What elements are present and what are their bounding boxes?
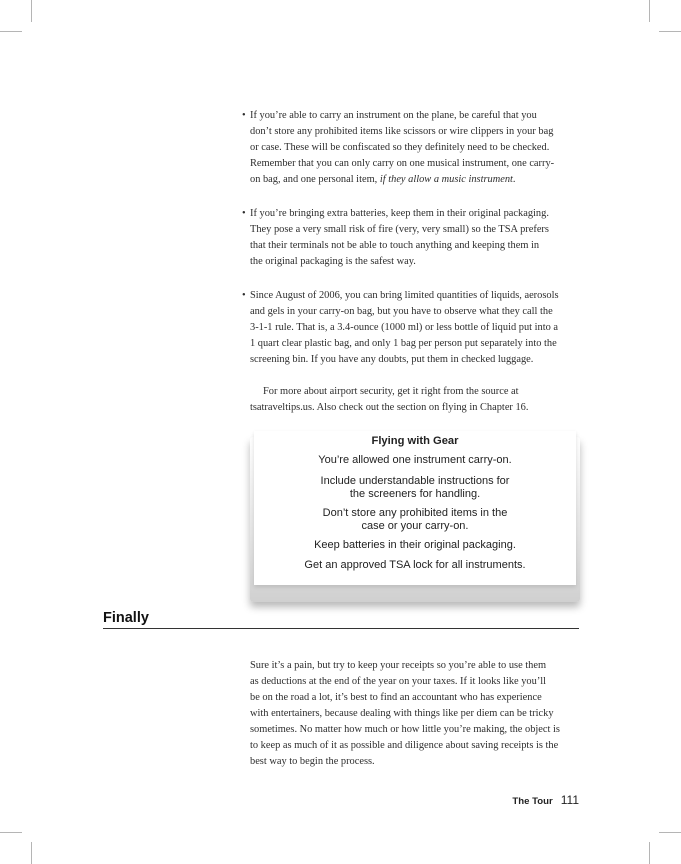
bullet-line <box>250 172 580 188</box>
sidebar-item <box>254 539 576 552</box>
sidebar-item-line: case or your carry-on. <box>361 520 469 532</box>
bullet-item-liquids <box>242 288 580 368</box>
sidebar-item-line: Get an approved TSA lock for all instruments. <box>304 559 526 571</box>
bullet-line: the original packaging is the safest way. <box>250 256 416 267</box>
bullet-line: If you’re bringing extra batteries, keep them in their original packaging. <box>250 208 549 219</box>
paragraph-line: with entertainers, because dealing with things like per diem can be tricky <box>250 708 554 719</box>
paragraph-line: best way to begin the process. <box>250 756 375 767</box>
running-title: The Tour <box>512 796 553 807</box>
crop-mark <box>659 832 681 833</box>
sidebar-item <box>254 475 576 501</box>
sidebar-title: Flying with Gear <box>371 435 459 447</box>
bullet-line: Remember that you can only carry on one musical instrument, one carry- <box>250 158 555 169</box>
crop-mark <box>649 842 650 864</box>
bullet-line-text: on bag, and one personal item, <box>250 174 380 185</box>
bullet-line: screening bin. If you have any doubts, put them in checked luggage. <box>250 354 534 365</box>
paragraph-line: to keep as much of it as possible and diligence about saving receipts is the <box>250 740 559 751</box>
sidebar-item-line: Include understandable instructions for <box>320 475 510 487</box>
bullet-line: Since August of 2006, you can bring limited quantities of liquids, aerosols <box>250 290 559 301</box>
bullet-line: 1 quart clear plastic bag, and only 1 bag per person put separately into the <box>250 338 557 349</box>
bullet-line: don’t store any prohibited items like scissors or wire clippers in your bag <box>250 126 554 137</box>
sidebar-item-line: You’re allowed one instrument carry-on. <box>318 454 512 466</box>
sidebar-item-line: the screeners for handling. <box>349 488 481 500</box>
crop-mark <box>0 832 22 833</box>
bullet-marker: • <box>242 208 246 219</box>
sidebar-box <box>254 431 576 585</box>
crop-mark <box>0 31 22 32</box>
bullet-line: They pose a very small risk of fire (very, very small) so the TSA prefers <box>250 224 549 235</box>
bullet-line: or case. These will be confiscated so they definitely need to be checked. <box>250 142 550 153</box>
crop-mark <box>31 0 32 22</box>
section-heading: Finally <box>103 610 149 626</box>
paragraph-line: as deductions at the end of the year on your taxes. If it looks like you’ll <box>250 676 547 687</box>
crop-mark <box>649 0 650 22</box>
bullet-item-instrument <box>242 108 580 188</box>
crop-mark <box>31 842 32 864</box>
bullet-line-italic: if they allow a music instrument <box>379 174 513 185</box>
bullet-line: If you’re able to carry an instrument on the plane, be careful that you <box>250 110 537 121</box>
sidebar-item-line: Keep batteries in their original packaging. <box>314 539 516 551</box>
crop-mark <box>659 31 681 32</box>
page-footer <box>512 791 579 809</box>
paragraph-line: sometimes. No matter how much or how little you’re making, the object is <box>250 724 560 735</box>
bullet-marker: • <box>242 290 246 301</box>
sidebar-item-line: Don’t store any prohibited items in the <box>322 507 508 519</box>
page-number: 111 <box>560 793 579 807</box>
bullet-marker: • <box>242 110 246 121</box>
section-rule <box>103 628 579 629</box>
bullet-item-batteries <box>242 206 580 270</box>
paragraph-line: tsatraveltips.us. Also check out the section on flying in Chapter 16. <box>250 402 529 413</box>
finally-paragraph <box>250 658 580 770</box>
bullet-line-end: . <box>512 174 516 185</box>
sidebar-item <box>254 559 576 572</box>
paragraph-line: Sure it’s a pain, but try to keep your receipts so you’re able to use them <box>250 660 547 671</box>
bullet-line: and gels in your carry-on bag, but you have to observe what they call the <box>250 306 553 317</box>
paragraph-line <box>250 384 580 400</box>
sidebar-item <box>254 507 576 533</box>
paragraph-line-text: For more about airport security, get it right from the source at <box>263 386 519 397</box>
security-paragraph <box>250 384 580 416</box>
paragraph-line: be on the road a lot, it’s best to find an accountant who has experience <box>250 692 542 703</box>
sidebar-item <box>254 454 576 467</box>
bullet-line: that their terminals not be able to touch anything and keeping them in <box>250 240 540 251</box>
bullet-line: 3-1-1 rule. That is, a 3.4-ounce (1000 ml) or less bottle of liquid put into a <box>250 322 559 333</box>
